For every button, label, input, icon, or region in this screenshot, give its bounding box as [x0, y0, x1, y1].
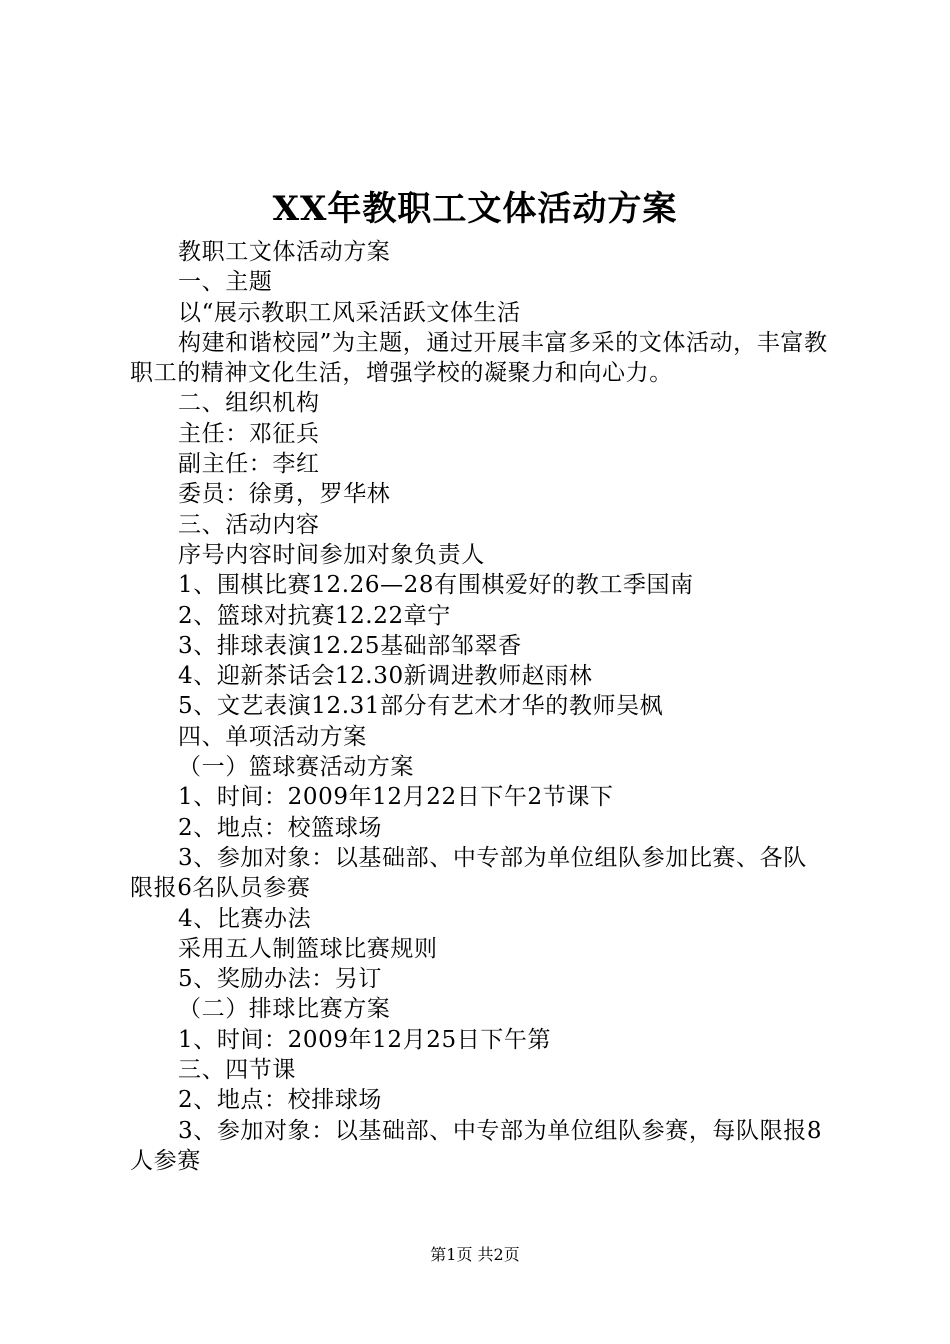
list-item: 5、文艺表演12.31部分有艺术才华的教师吴枫: [178, 693, 664, 720]
paragraph-subtitle: 教职工文体活动方案: [178, 239, 391, 265]
paragraph: 2、地点：校篮球场: [178, 814, 383, 841]
list-item: 3、排球表演12.25基础部邹翠香: [178, 632, 522, 659]
paragraph: 1、时间：2009年12月22日下午2节课下: [178, 784, 614, 811]
paragraph: 主任：邓征兵: [178, 420, 320, 447]
list-item: 1、围棋比赛12.26—28有围棋爱好的教工季国南: [178, 572, 694, 599]
paragraph: 构建和谐校园”为主题，通过开展丰富多采的文体活动，丰富教职工的精神文化生活，增强学校的凝聚力和向心力。: [130, 329, 828, 387]
section-heading-theme: 一、主题: [178, 269, 273, 296]
paragraph: 4、比赛办法: [178, 905, 312, 932]
paragraph: 3、参加对象：以基础部、中专部为单位组队参加比赛、各队限报6名队员参赛: [130, 844, 807, 902]
paragraph: 2、地点：校排球场: [178, 1087, 383, 1114]
page-number-footer: 第1页 共2页: [430, 1245, 520, 1264]
paragraph: 5、奖励办法：另订: [178, 966, 383, 993]
paragraph: 委员：徐勇，罗华林: [178, 481, 391, 508]
subsection-heading-volleyball: （二）排球比赛方案: [178, 996, 391, 1023]
section-heading-activities: 三、活动内容: [178, 511, 320, 538]
list-item: 4、迎新茶话会12.30新调进教师赵雨林: [178, 663, 593, 690]
subsection-heading-basketball: （一）篮球赛活动方案: [178, 754, 414, 781]
paragraph: 副主任：李红: [178, 451, 320, 478]
document-title: XX年教职工文体活动方案: [272, 189, 678, 229]
list-item: 2、篮球对抗赛12.22章宁: [178, 602, 451, 629]
paragraph: 1、时间：2009年12月25日下午第: [178, 1026, 552, 1053]
section-heading-plans: 四、单项活动方案: [178, 723, 367, 750]
paragraph: 三、四节课: [178, 1057, 296, 1084]
document-body: [130, 237, 830, 1176]
paragraph: 序号内容时间参加对象负责人: [178, 541, 485, 568]
section-heading-organization: 二、组织机构: [178, 390, 320, 417]
paragraph: 以“展示教职工风采活跃文体生活: [178, 299, 521, 326]
paragraph: 采用五人制篮球比赛规则: [178, 935, 438, 962]
paragraph: 3、参加对象：以基础部、中专部为单位组队参赛，每队限报8人参赛: [130, 1117, 823, 1174]
